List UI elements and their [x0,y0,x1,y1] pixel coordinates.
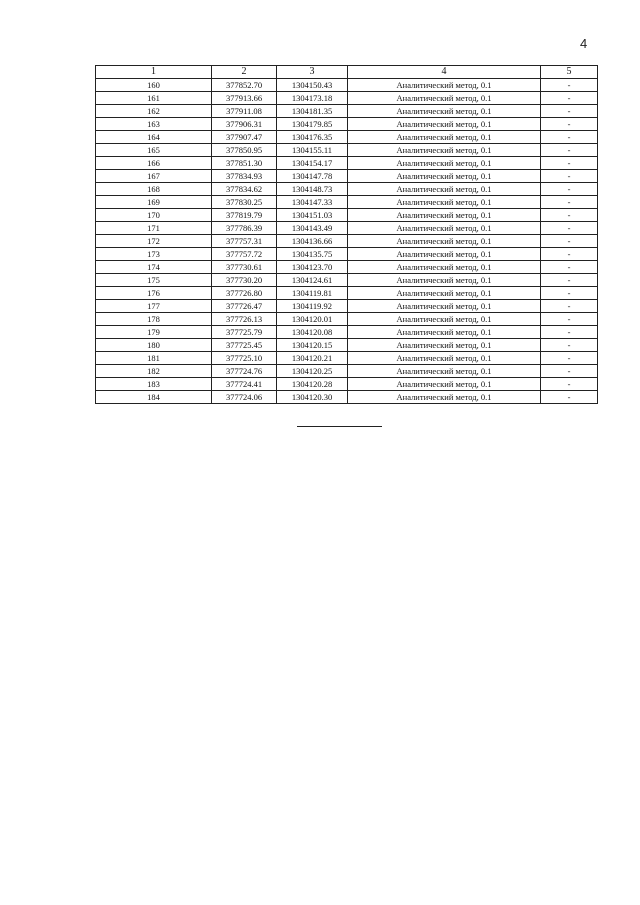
x-coordinate-cell: 377906.31 [212,118,277,131]
method-cell: Аналитический метод, 0.1 [348,300,541,313]
method-cell: Аналитический метод, 0.1 [348,118,541,131]
y-coordinate-cell: 1304150.43 [277,79,348,92]
note-cell: - [541,326,598,339]
y-coordinate-cell: 1304148.73 [277,183,348,196]
point-number-cell: 180 [96,339,212,352]
header-col-1: 1 [96,66,212,79]
note-cell: - [541,248,598,261]
y-coordinate-cell: 1304119.92 [277,300,348,313]
method-cell: Аналитический метод, 0.1 [348,287,541,300]
note-cell: - [541,144,598,157]
y-coordinate-cell: 1304120.15 [277,339,348,352]
x-coordinate-cell: 377725.45 [212,339,277,352]
note-cell: - [541,209,598,222]
point-number-cell: 175 [96,274,212,287]
method-cell: Аналитический метод, 0.1 [348,105,541,118]
method-cell: Аналитический метод, 0.1 [348,170,541,183]
y-coordinate-cell: 1304147.78 [277,170,348,183]
x-coordinate-cell: 377757.72 [212,248,277,261]
table-row [96,209,598,222]
x-coordinate-cell: 377907.47 [212,131,277,144]
x-coordinate-cell: 377850.95 [212,144,277,157]
point-number-cell: 171 [96,222,212,235]
method-cell: Аналитический метод, 0.1 [348,131,541,144]
table-row [96,131,598,144]
note-cell: - [541,352,598,365]
y-coordinate-cell: 1304136.66 [277,235,348,248]
method-cell: Аналитический метод, 0.1 [348,274,541,287]
y-coordinate-cell: 1304154.17 [277,157,348,170]
x-coordinate-cell: 377819.79 [212,209,277,222]
note-cell: - [541,183,598,196]
note-cell: - [541,157,598,170]
note-cell: - [541,105,598,118]
note-cell: - [541,274,598,287]
end-divider [297,426,382,427]
note-cell: - [541,261,598,274]
note-cell: - [541,131,598,144]
x-coordinate-cell: 377730.20 [212,274,277,287]
y-coordinate-cell: 1304151.03 [277,209,348,222]
method-cell: Аналитический метод, 0.1 [348,248,541,261]
table-row [96,118,598,131]
table-row [96,92,598,105]
y-coordinate-cell: 1304147.33 [277,196,348,209]
x-coordinate-cell: 377726.47 [212,300,277,313]
point-number-cell: 163 [96,118,212,131]
point-number-cell: 184 [96,391,212,404]
table-row [96,287,598,300]
note-cell: - [541,170,598,183]
x-coordinate-cell: 377757.31 [212,235,277,248]
table-row [96,235,598,248]
table-row [96,196,598,209]
y-coordinate-cell: 1304179.85 [277,118,348,131]
method-cell: Аналитический метод, 0.1 [348,222,541,235]
x-coordinate-cell: 377913.66 [212,92,277,105]
point-number-cell: 169 [96,196,212,209]
table-header [96,66,598,79]
method-cell: Аналитический метод, 0.1 [348,378,541,391]
method-cell: Аналитический метод, 0.1 [348,196,541,209]
method-cell: Аналитический метод, 0.1 [348,235,541,248]
point-number-cell: 174 [96,261,212,274]
point-number-cell: 182 [96,365,212,378]
method-cell: Аналитический метод, 0.1 [348,313,541,326]
header-col-2: 2 [212,66,277,79]
note-cell: - [541,378,598,391]
note-cell: - [541,235,598,248]
table-row [96,352,598,365]
table-row [96,391,598,404]
y-coordinate-cell: 1304176.35 [277,131,348,144]
point-number-cell: 170 [96,209,212,222]
note-cell: - [541,287,598,300]
note-cell: - [541,339,598,352]
method-cell: Аналитический метод, 0.1 [348,157,541,170]
point-number-cell: 183 [96,378,212,391]
point-number-cell: 161 [96,92,212,105]
note-cell: - [541,79,598,92]
point-number-cell: 162 [96,105,212,118]
y-coordinate-cell: 1304124.61 [277,274,348,287]
note-cell: - [541,92,598,105]
note-cell: - [541,391,598,404]
x-coordinate-cell: 377726.80 [212,287,277,300]
point-number-cell: 168 [96,183,212,196]
table-row [96,300,598,313]
coordinates-table [95,65,598,404]
table-row [96,183,598,196]
method-cell: Аналитический метод, 0.1 [348,79,541,92]
y-coordinate-cell: 1304120.25 [277,365,348,378]
method-cell: Аналитический метод, 0.1 [348,144,541,157]
x-coordinate-cell: 377851.30 [212,157,277,170]
y-coordinate-cell: 1304120.28 [277,378,348,391]
table-row [96,339,598,352]
note-cell: - [541,313,598,326]
point-number-cell: 166 [96,157,212,170]
table-row [96,378,598,391]
y-coordinate-cell: 1304181.35 [277,105,348,118]
x-coordinate-cell: 377911.08 [212,105,277,118]
method-cell: Аналитический метод, 0.1 [348,326,541,339]
x-coordinate-cell: 377724.41 [212,378,277,391]
table-body [96,79,598,404]
method-cell: Аналитический метод, 0.1 [348,391,541,404]
table-row [96,170,598,183]
note-cell: - [541,222,598,235]
table-row [96,79,598,92]
header-col-4: 4 [348,66,541,79]
point-number-cell: 178 [96,313,212,326]
point-number-cell: 177 [96,300,212,313]
x-coordinate-cell: 377786.39 [212,222,277,235]
point-number-cell: 176 [96,287,212,300]
y-coordinate-cell: 1304143.49 [277,222,348,235]
table-row [96,274,598,287]
y-coordinate-cell: 1304123.70 [277,261,348,274]
table-row [96,313,598,326]
note-cell: - [541,300,598,313]
y-coordinate-cell: 1304120.21 [277,352,348,365]
table-row [96,261,598,274]
method-cell: Аналитический метод, 0.1 [348,261,541,274]
x-coordinate-cell: 377852.70 [212,79,277,92]
method-cell: Аналитический метод, 0.1 [348,352,541,365]
note-cell: - [541,118,598,131]
table-row [96,105,598,118]
point-number-cell: 181 [96,352,212,365]
x-coordinate-cell: 377725.79 [212,326,277,339]
x-coordinate-cell: 377724.76 [212,365,277,378]
x-coordinate-cell: 377834.62 [212,183,277,196]
x-coordinate-cell: 377725.10 [212,352,277,365]
table-row [96,144,598,157]
header-col-3: 3 [277,66,348,79]
point-number-cell: 160 [96,79,212,92]
note-cell: - [541,365,598,378]
point-number-cell: 173 [96,248,212,261]
header-col-5: 5 [541,66,598,79]
table-row [96,248,598,261]
x-coordinate-cell: 377724.06 [212,391,277,404]
method-cell: Аналитический метод, 0.1 [348,92,541,105]
method-cell: Аналитический метод, 0.1 [348,365,541,378]
point-number-cell: 179 [96,326,212,339]
header-row [96,66,598,79]
x-coordinate-cell: 377726.13 [212,313,277,326]
table-row [96,326,598,339]
y-coordinate-cell: 1304120.08 [277,326,348,339]
point-number-cell: 165 [96,144,212,157]
method-cell: Аналитический метод, 0.1 [348,183,541,196]
method-cell: Аналитический метод, 0.1 [348,209,541,222]
y-coordinate-cell: 1304173.18 [277,92,348,105]
y-coordinate-cell: 1304135.75 [277,248,348,261]
x-coordinate-cell: 377830.25 [212,196,277,209]
y-coordinate-cell: 1304120.30 [277,391,348,404]
page-number: 4 [580,36,588,51]
point-number-cell: 172 [96,235,212,248]
table-row [96,157,598,170]
x-coordinate-cell: 377834.93 [212,170,277,183]
table-row [96,365,598,378]
note-cell: - [541,196,598,209]
y-coordinate-cell: 1304119.81 [277,287,348,300]
point-number-cell: 164 [96,131,212,144]
y-coordinate-cell: 1304120.01 [277,313,348,326]
point-number-cell: 167 [96,170,212,183]
table-row [96,222,598,235]
method-cell: Аналитический метод, 0.1 [348,339,541,352]
y-coordinate-cell: 1304155.11 [277,144,348,157]
x-coordinate-cell: 377730.61 [212,261,277,274]
